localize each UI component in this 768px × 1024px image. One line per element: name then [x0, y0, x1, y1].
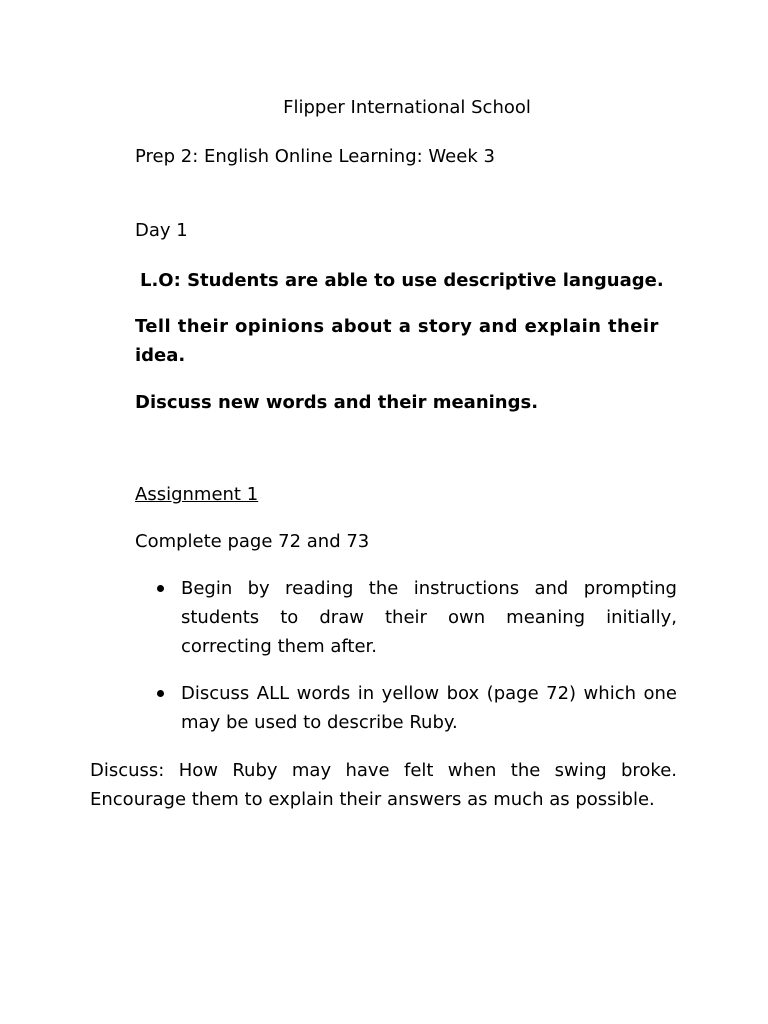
assignment-heading: Assignment 1 [135, 484, 259, 505]
objective-discuss-words: Discuss new words and their meanings. [135, 392, 539, 413]
day-heading: Day 1 [135, 220, 188, 241]
objective-tell-line-2: idea. [135, 345, 186, 366]
school-title: Flipper International School [283, 97, 531, 118]
discussion-paragraph: Discuss: How Ruby may have felt when the swing broke. Encourage them to explain their answers as much as possible. [90, 760, 677, 810]
assignment-bullet-list [155, 574, 677, 661]
assignment-instruction: Complete page 72 and 73 [135, 531, 370, 552]
bullet-icon [157, 585, 164, 592]
bullet-text: Discuss ALL words in yellow box (page 72) which one may be used to describe Ruby. [181, 683, 677, 733]
bullet-text: Begin by reading the instructions and prompting students to draw their own meaning initially, correcting them after. [181, 578, 677, 657]
bullet-icon [157, 690, 164, 697]
list-item [155, 574, 677, 661]
assignment-bullet-list [155, 679, 677, 737]
list-item [155, 679, 677, 737]
course-heading: Prep 2: English Online Learning: Week 3 [135, 146, 495, 167]
learning-objective: L.O: Students are able to use descriptive language. [140, 270, 664, 291]
objective-tell-line-1: Tell their opinions about a story and explain their [135, 316, 659, 337]
